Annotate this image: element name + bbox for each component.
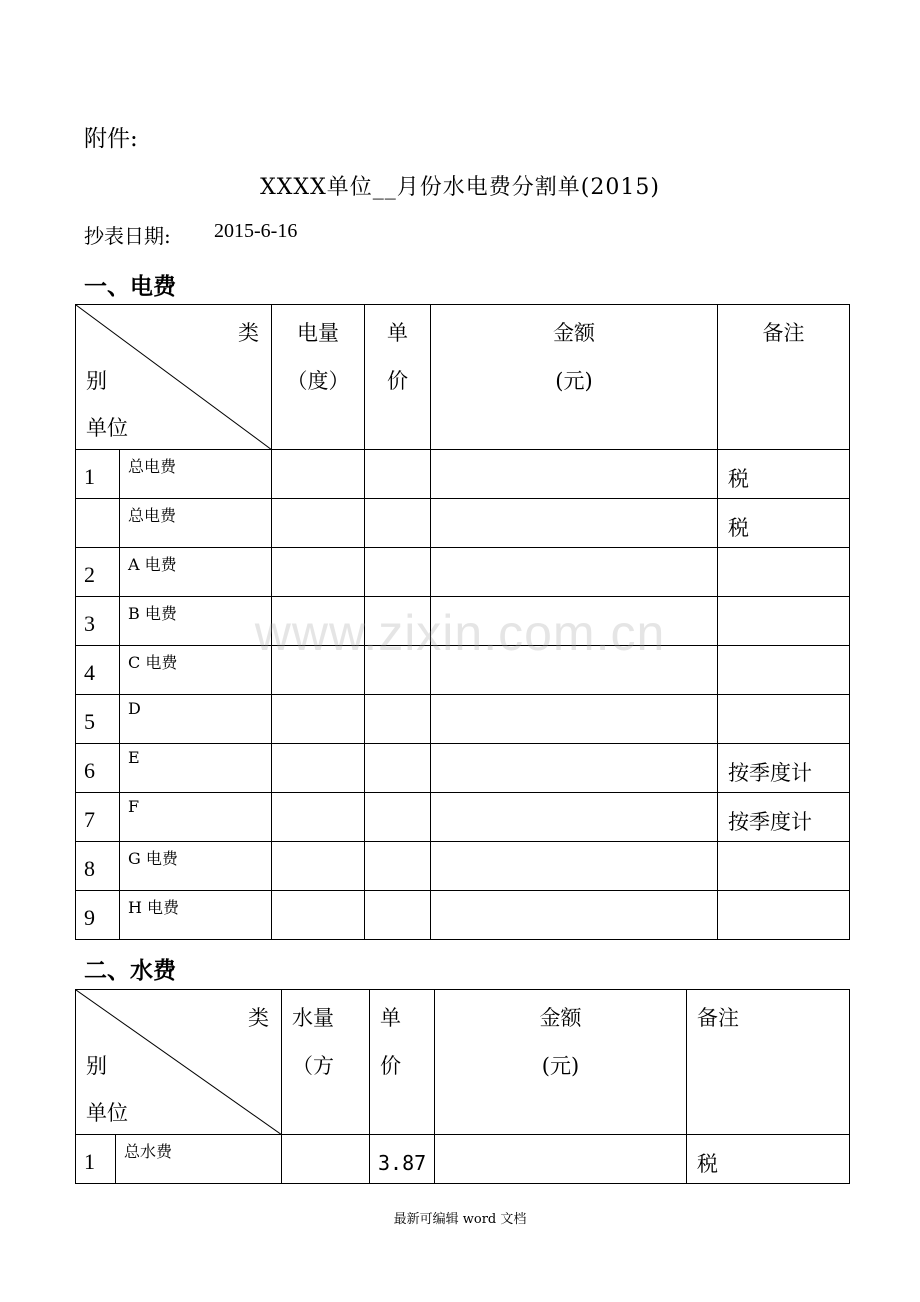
quantity-cell bbox=[272, 499, 365, 548]
row-number: 9 bbox=[76, 891, 120, 940]
unit-price-cell bbox=[365, 744, 431, 793]
row-item-name: G 电费 bbox=[120, 842, 272, 891]
remark-cell: 按季度计 bbox=[718, 793, 850, 842]
unit-price-cell bbox=[365, 548, 431, 597]
header-unit-price: 单 价 bbox=[365, 305, 431, 450]
quantity-cell bbox=[272, 548, 365, 597]
quantity-cell bbox=[272, 793, 365, 842]
table-row bbox=[76, 891, 850, 940]
header-quantity: 电量 （度） bbox=[272, 305, 365, 450]
row-item-name: 总水费 bbox=[116, 1135, 282, 1184]
header-amount: 金额 (元) bbox=[435, 990, 687, 1135]
amount-cell bbox=[431, 793, 718, 842]
amount-cell bbox=[431, 842, 718, 891]
remark-cell: 按季度计 bbox=[718, 744, 850, 793]
quantity-cell bbox=[272, 842, 365, 891]
table-row bbox=[76, 695, 850, 744]
electricity-header-row bbox=[76, 305, 850, 450]
amount-cell bbox=[431, 499, 718, 548]
row-number: 5 bbox=[76, 695, 120, 744]
header-remark: 备注 bbox=[718, 305, 850, 450]
row-number: 7 bbox=[76, 793, 120, 842]
row-item-name: C 电费 bbox=[120, 646, 272, 695]
water-diagonal-header-cell bbox=[76, 990, 282, 1135]
row-number: 3 bbox=[76, 597, 120, 646]
amount-cell bbox=[431, 891, 718, 940]
header-unit-label: 单位 bbox=[86, 1101, 128, 1125]
row-item-name: D bbox=[120, 695, 272, 744]
electricity-section-heading: 一、电费 bbox=[84, 274, 176, 300]
annex-label: 附件: bbox=[84, 126, 138, 152]
document-title: XXXX单位__月份水电费分割单(2015) bbox=[260, 175, 660, 200]
header-category-label-2: 别 bbox=[86, 369, 107, 393]
water-section-heading: 二、水费 bbox=[84, 958, 176, 984]
footer-note: 最新可编辑 word 文档 bbox=[393, 1212, 527, 1227]
reading-date-value: 2015-6-16 bbox=[214, 220, 298, 242]
header-quantity: 水量 （方 bbox=[282, 990, 370, 1135]
row-item-name: 总电费 bbox=[120, 499, 272, 548]
remark-cell bbox=[718, 548, 850, 597]
quantity-cell bbox=[272, 891, 365, 940]
table-row bbox=[76, 1135, 850, 1184]
row-number: 1 bbox=[76, 450, 120, 499]
row-item-name: E bbox=[120, 744, 272, 793]
table-row bbox=[76, 548, 850, 597]
row-number bbox=[76, 499, 120, 548]
table-row bbox=[76, 793, 850, 842]
quantity-cell bbox=[272, 744, 365, 793]
header-amount: 金额 (元) bbox=[431, 305, 718, 450]
water-table bbox=[75, 989, 850, 1184]
unit-price-cell bbox=[365, 842, 431, 891]
table-row bbox=[76, 744, 850, 793]
amount-cell bbox=[431, 744, 718, 793]
quantity-cell bbox=[282, 1135, 370, 1184]
quantity-cell bbox=[272, 450, 365, 499]
water-header-row bbox=[76, 990, 850, 1135]
remark-cell: 税 bbox=[687, 1135, 850, 1184]
row-item-name: H 电费 bbox=[120, 891, 272, 940]
amount-cell bbox=[431, 695, 718, 744]
remark-cell bbox=[718, 842, 850, 891]
quantity-cell bbox=[272, 695, 365, 744]
electricity-diagonal-header-cell bbox=[76, 305, 272, 450]
unit-price-cell: 3.87 bbox=[370, 1135, 435, 1184]
amount-cell bbox=[431, 548, 718, 597]
row-number: 1 bbox=[76, 1135, 116, 1184]
remark-cell: 税 bbox=[718, 499, 850, 548]
table-row bbox=[76, 450, 850, 499]
header-unit-price: 单 价 bbox=[370, 990, 435, 1135]
remark-cell bbox=[718, 891, 850, 940]
row-item-name: F bbox=[120, 793, 272, 842]
amount-cell bbox=[431, 450, 718, 499]
header-category-label: 类 bbox=[238, 321, 259, 345]
header-unit-label: 单位 bbox=[86, 416, 128, 440]
header-remark: 备注 bbox=[687, 990, 850, 1135]
header-category-label: 类 bbox=[248, 1006, 269, 1030]
row-item-name: 总电费 bbox=[120, 450, 272, 499]
row-number: 8 bbox=[76, 842, 120, 891]
header-category-label-2: 别 bbox=[86, 1054, 107, 1078]
watermark: www.zixin.com.cn bbox=[254, 605, 666, 661]
unit-price-cell bbox=[365, 793, 431, 842]
unit-price-cell bbox=[365, 450, 431, 499]
row-item-name: B 电费 bbox=[120, 597, 272, 646]
table-row bbox=[76, 842, 850, 891]
amount-cell bbox=[435, 1135, 687, 1184]
row-number: 6 bbox=[76, 744, 120, 793]
unit-price-cell bbox=[365, 499, 431, 548]
table-row bbox=[76, 499, 850, 548]
row-number: 2 bbox=[76, 548, 120, 597]
row-number: 4 bbox=[76, 646, 120, 695]
remark-cell bbox=[718, 695, 850, 744]
remark-cell: 税 bbox=[718, 450, 850, 499]
reading-date-label: 抄表日期: bbox=[84, 224, 171, 248]
row-item-name: A 电费 bbox=[120, 548, 272, 597]
unit-price-cell bbox=[365, 891, 431, 940]
unit-price-cell bbox=[365, 695, 431, 744]
